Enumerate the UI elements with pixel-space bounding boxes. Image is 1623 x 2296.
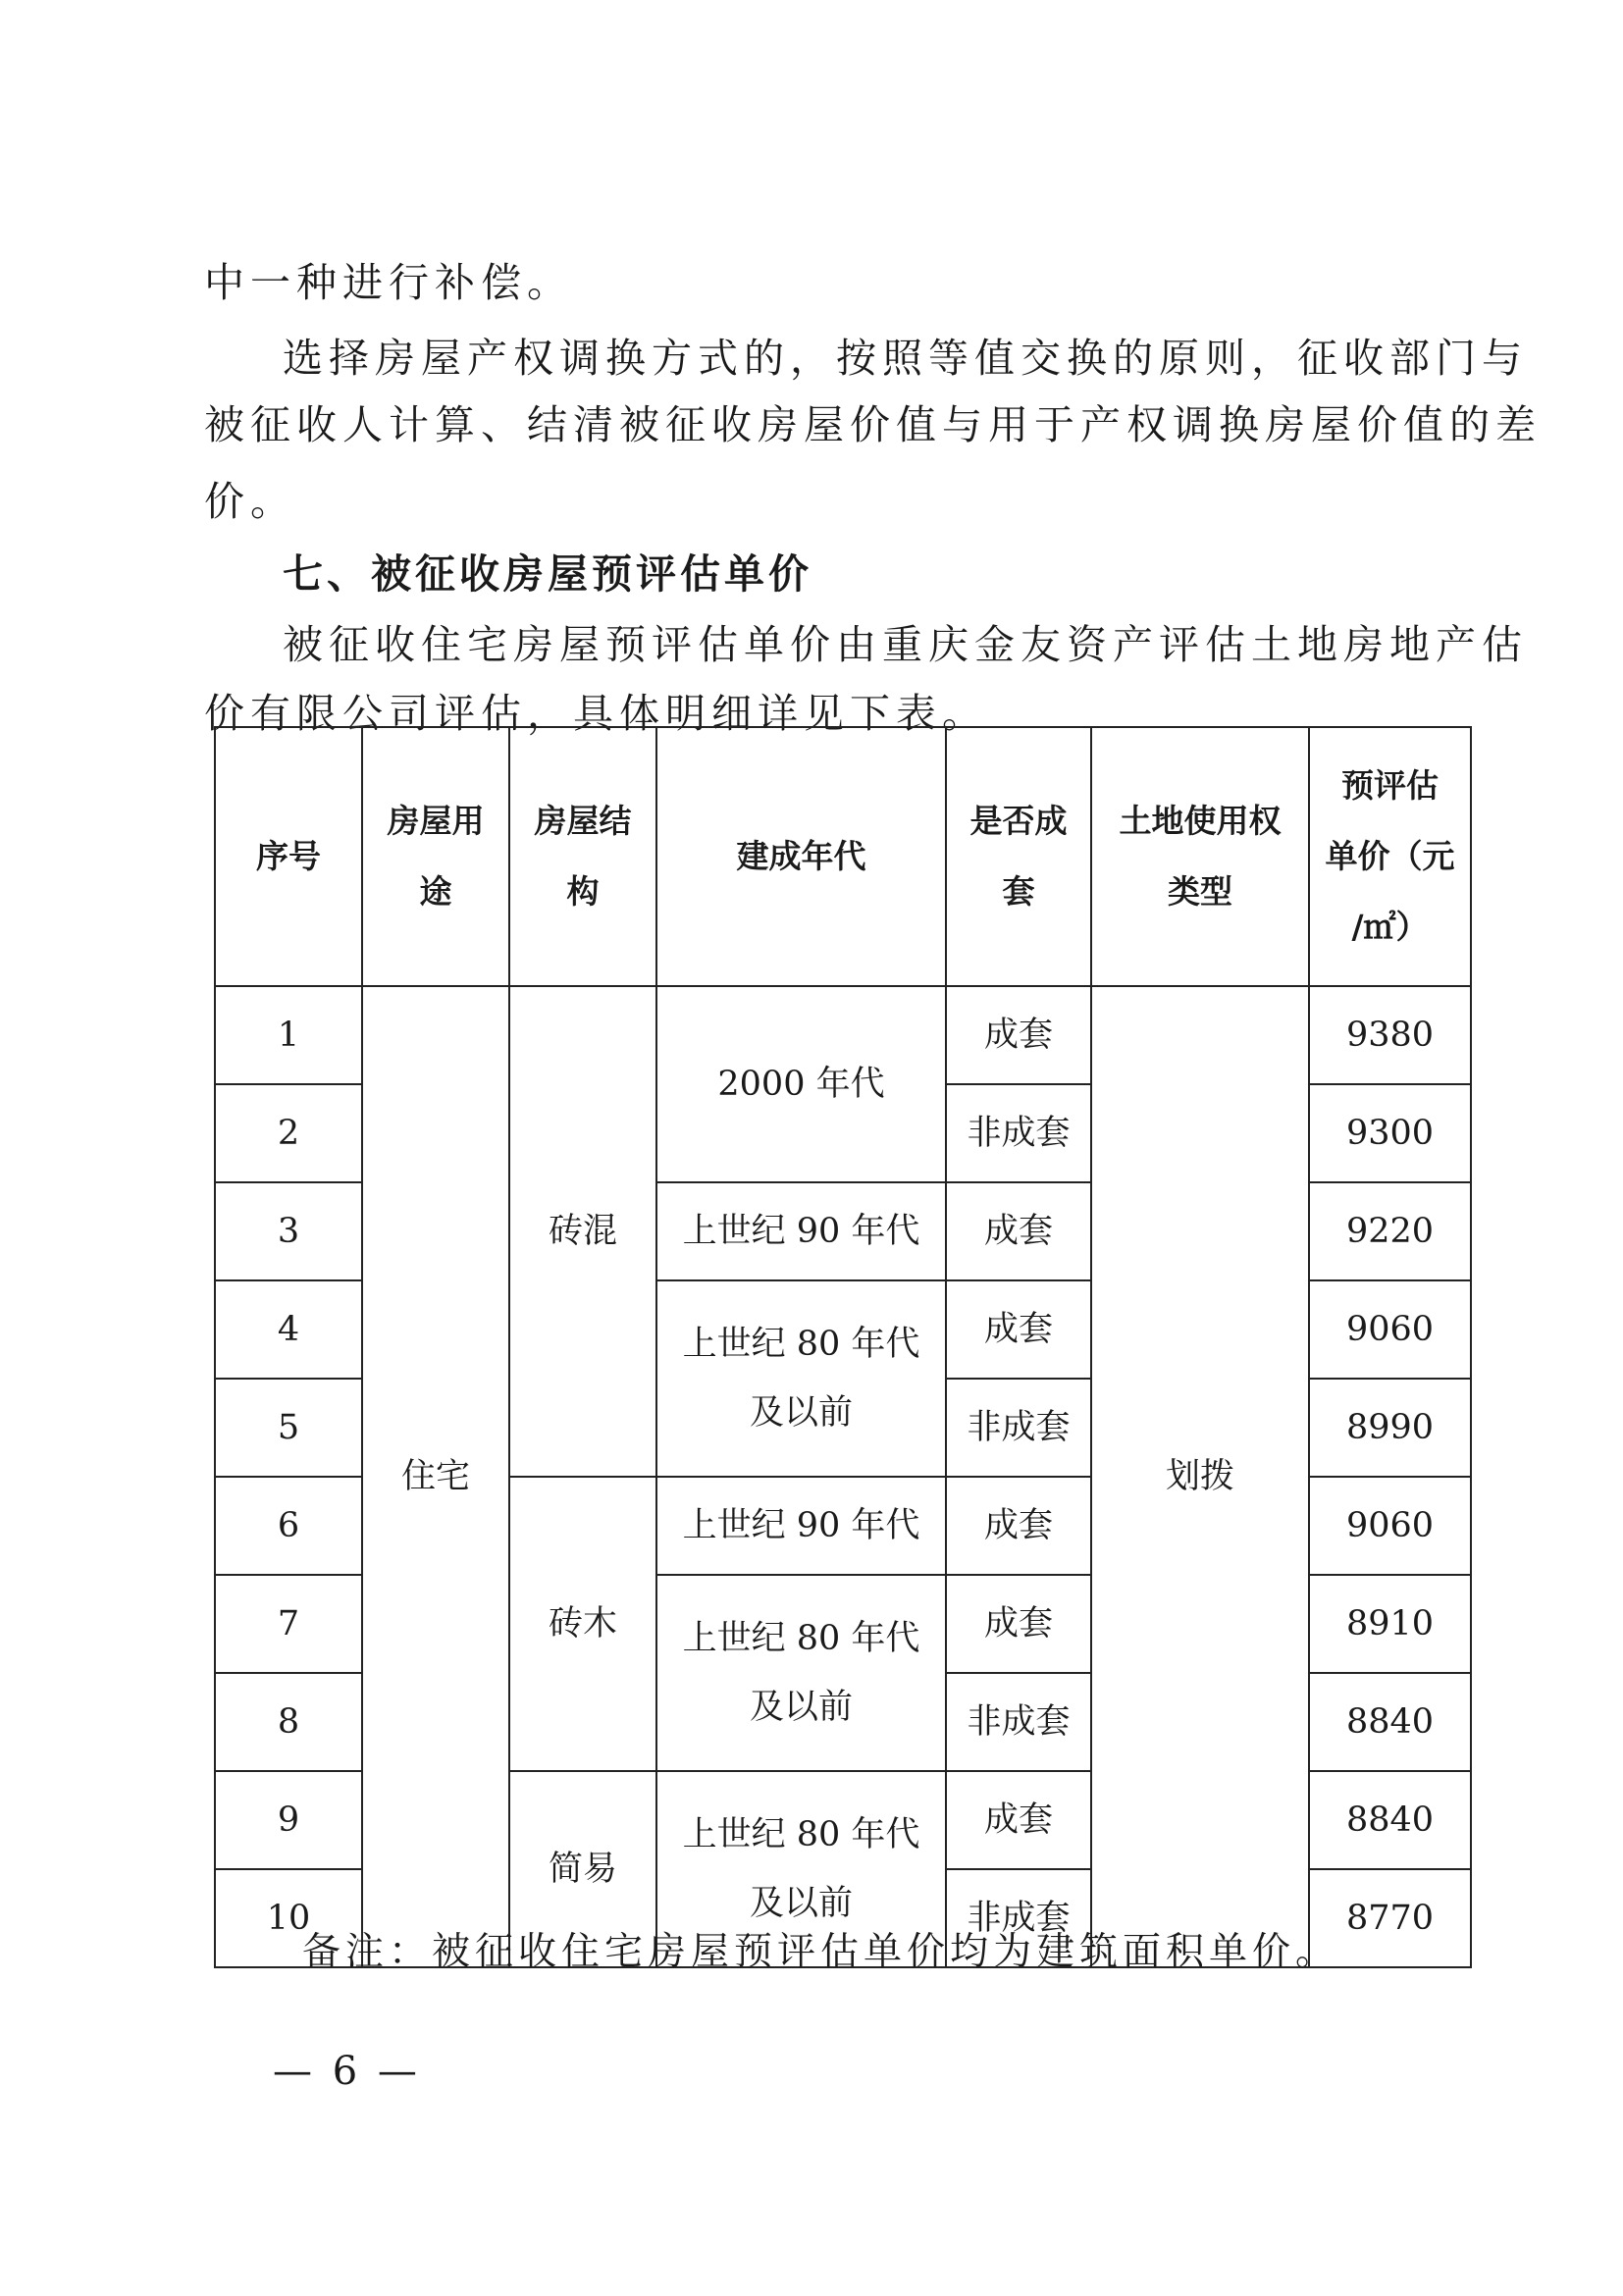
header-seq: 序号 [215, 727, 362, 986]
cell-era: 上世纪 80 年代 及以前 [656, 1575, 946, 1771]
cell-seq: 2 [215, 1084, 362, 1182]
table-header-row [215, 727, 1471, 986]
cell-seq: 5 [215, 1379, 362, 1477]
cell-seq: 10 [215, 1869, 362, 1967]
cell-era: 上世纪 80 年代 及以前 [656, 1280, 946, 1477]
cell-price: 8910 [1309, 1575, 1471, 1673]
cell-suite: 非成套 [946, 1379, 1091, 1477]
cell-seq: 7 [215, 1575, 362, 1673]
cell-structure-brick-concrete: 砖混 [509, 986, 656, 1477]
cell-structure-simple: 简易 [509, 1771, 656, 1967]
paragraph-line-1: 中一种进行补偿。 [204, 259, 573, 306]
cell-era: 2000 年代 [656, 986, 946, 1182]
cell-structure-brick-wood: 砖木 [509, 1477, 656, 1771]
cell-use: 住宅 [362, 986, 509, 1967]
header-price: 预评估 单价（元 /㎡） [1309, 727, 1471, 986]
cell-era: 上世纪 90 年代 [656, 1477, 946, 1575]
header-structure: 房屋结 构 [509, 727, 656, 986]
paragraph-line-3: 被征收人计算、结清被征收房屋价值与用于产权调换房屋价值的差 [204, 401, 1542, 448]
cell-seq: 3 [215, 1182, 362, 1280]
header-use: 房屋用 途 [362, 727, 509, 986]
cell-suite: 非成套 [946, 1673, 1091, 1771]
cell-price: 8840 [1309, 1771, 1471, 1869]
cell-price: 9220 [1309, 1182, 1471, 1280]
cell-seq: 6 [215, 1477, 362, 1575]
cell-price: 8770 [1309, 1869, 1471, 1967]
cell-price: 9380 [1309, 986, 1471, 1084]
page-number: — 6 — [273, 2049, 421, 2094]
cell-seq: 1 [215, 986, 362, 1084]
paragraph-line-4: 价。 [204, 478, 296, 525]
cell-price: 9060 [1309, 1280, 1471, 1379]
cell-era: 上世纪 90 年代 [656, 1182, 946, 1280]
cell-suite: 成套 [946, 1280, 1091, 1379]
header-suite: 是否成 套 [946, 727, 1091, 986]
cell-era: 上世纪 80 年代 及以前 [656, 1771, 946, 1967]
cell-land-type: 划拨 [1091, 986, 1309, 1967]
cell-suite: 成套 [946, 1575, 1091, 1673]
header-land: 土地使用权 类型 [1091, 727, 1309, 986]
cell-price: 9060 [1309, 1477, 1471, 1575]
cell-suite: 成套 [946, 986, 1091, 1084]
cell-suite: 非成套 [946, 1869, 1091, 1967]
cell-seq: 9 [215, 1771, 362, 1869]
section-heading: 七、被征收房屋预评估单价 [283, 550, 812, 598]
cell-price: 8990 [1309, 1379, 1471, 1477]
cell-suite: 成套 [946, 1477, 1091, 1575]
section-intro-line-1: 被征收住宅房屋预评估单价由重庆金友资产评估土地房地产估 [283, 621, 1528, 668]
cell-price: 9300 [1309, 1084, 1471, 1182]
header-era: 建成年代 [656, 727, 946, 986]
price-table [214, 726, 1472, 1968]
table-row [215, 986, 1471, 1084]
table-note: 备注：被征收住宅房屋预评估单价均为建筑面积单价。 [302, 1930, 1339, 1974]
cell-seq: 8 [215, 1673, 362, 1771]
paragraph-line-2: 选择房屋产权调换方式的，按照等值交换的原则，征收部门与 [283, 335, 1528, 382]
cell-suite: 非成套 [946, 1084, 1091, 1182]
section-intro-line-2: 价有限公司评估，具体明细详见下表。 [204, 690, 988, 737]
cell-price: 8840 [1309, 1673, 1471, 1771]
cell-suite: 成套 [946, 1182, 1091, 1280]
cell-suite: 成套 [946, 1771, 1091, 1869]
cell-seq: 4 [215, 1280, 362, 1379]
